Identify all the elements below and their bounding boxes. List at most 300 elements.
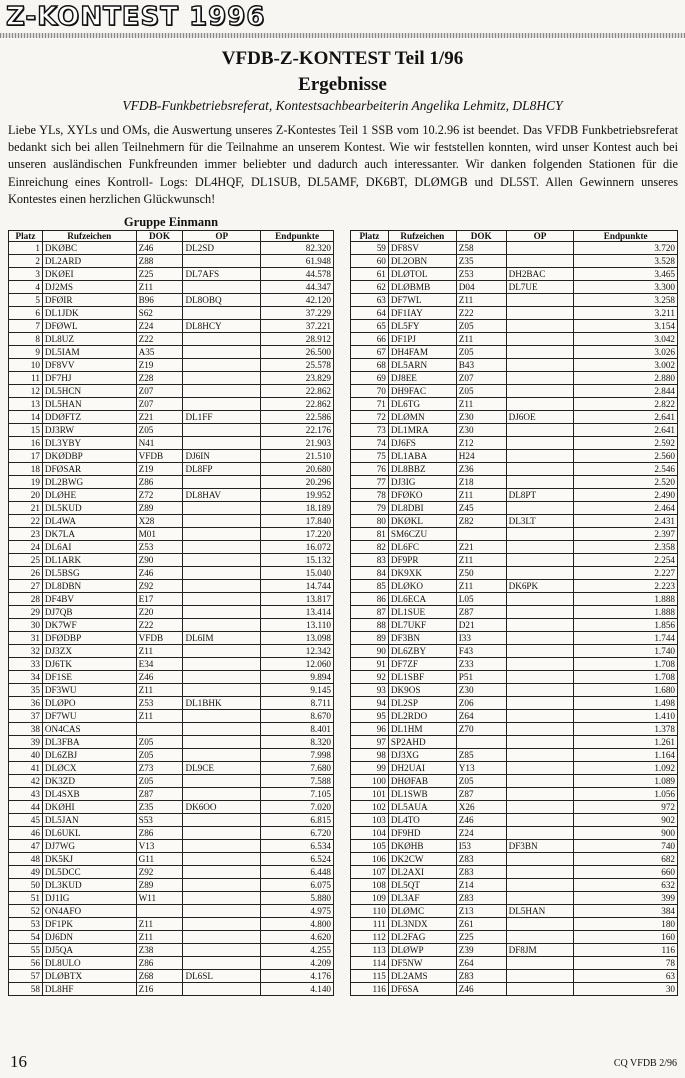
cell-platz: 3 <box>9 268 43 281</box>
cell-op <box>183 398 261 411</box>
cell-op <box>506 359 574 372</box>
cell-dok: Z11 <box>456 294 506 307</box>
cell-dok: X28 <box>136 515 183 528</box>
cell-endpunkte: 3.300 <box>574 281 678 294</box>
cell-endpunkte: 2.546 <box>574 463 678 476</box>
cell-op <box>506 255 574 268</box>
cell-dok: V13 <box>136 840 183 853</box>
cell-op <box>183 866 261 879</box>
cell-rufzeichen: DF1PK <box>42 918 136 931</box>
cell-op <box>183 372 261 385</box>
table-row <box>351 372 678 385</box>
table-row <box>351 619 678 632</box>
cell-platz: 95 <box>351 710 389 723</box>
cell-endpunkte: 2.490 <box>574 489 678 502</box>
cell-endpunkte: 1.498 <box>574 697 678 710</box>
cell-platz: 39 <box>9 736 43 749</box>
cell-endpunkte: 20.680 <box>261 463 334 476</box>
cell-platz: 9 <box>9 346 43 359</box>
cell-platz: 108 <box>351 879 389 892</box>
table-row <box>9 918 334 931</box>
cell-platz: 76 <box>351 463 389 476</box>
cell-dok: E34 <box>136 658 183 671</box>
cell-platz: 109 <box>351 892 389 905</box>
table-row <box>9 632 334 645</box>
table-row <box>9 944 334 957</box>
cell-platz: 19 <box>9 476 43 489</box>
cell-rufzeichen: SP2AHD <box>388 736 456 749</box>
cell-dok: Z72 <box>136 489 183 502</box>
article-subtitle: Ergebnisse <box>298 74 387 95</box>
cell-platz: 4 <box>9 281 43 294</box>
table-row <box>9 268 334 281</box>
table-row <box>9 957 334 970</box>
cell-endpunkte: 1.708 <box>574 671 678 684</box>
cell-platz: 50 <box>9 879 43 892</box>
cell-op <box>183 333 261 346</box>
cell-op <box>506 385 574 398</box>
table-header-row <box>351 231 678 242</box>
cell-platz: 107 <box>351 866 389 879</box>
cell-rufzeichen: DL5HAN <box>42 398 136 411</box>
cell-rufzeichen: DJ7QB <box>42 606 136 619</box>
cell-rufzeichen: DL2OBN <box>388 255 456 268</box>
cell-endpunkte: 23.829 <box>261 372 334 385</box>
cell-rufzeichen: DL2AMS <box>388 970 456 983</box>
cell-op: DL7UE <box>506 281 574 294</box>
cell-rufzeichen: DF5NW <box>388 957 456 970</box>
cell-op <box>183 905 261 918</box>
cell-op <box>506 814 574 827</box>
cell-platz: 17 <box>9 450 43 463</box>
cell-op <box>506 658 574 671</box>
cell-op <box>183 736 261 749</box>
cell-op <box>506 957 574 970</box>
cell-rufzeichen: DK7LA <box>42 528 136 541</box>
cell-dok: Z11 <box>136 684 183 697</box>
cell-endpunkte: 6.448 <box>261 866 334 879</box>
cell-endpunkte: 8.670 <box>261 710 334 723</box>
cell-rufzeichen: DH9FAC <box>388 385 456 398</box>
cell-endpunkte: 15.040 <box>261 567 334 580</box>
cell-dok: VFDB <box>136 632 183 645</box>
cell-platz: 98 <box>351 749 389 762</box>
cell-dok: Z19 <box>136 359 183 372</box>
table-row <box>351 502 678 515</box>
cell-endpunkte: 2.227 <box>574 567 678 580</box>
cell-rufzeichen: DK7WF <box>42 619 136 632</box>
cell-platz: 96 <box>351 723 389 736</box>
cell-rufzeichen: DJ2MS <box>42 281 136 294</box>
header-op: OP <box>506 231 574 242</box>
cell-platz: 30 <box>9 619 43 632</box>
cell-dok: L05 <box>456 593 506 606</box>
cell-op: DJ6IN <box>183 450 261 463</box>
cell-rufzeichen: DL5BSG <box>42 567 136 580</box>
table-row <box>9 554 334 567</box>
cell-op <box>506 593 574 606</box>
cell-rufzeichen: DL3NDX <box>388 918 456 931</box>
cell-dok: Z58 <box>456 242 506 255</box>
cell-op <box>183 840 261 853</box>
cell-rufzeichen: DL1SWB <box>388 788 456 801</box>
cell-endpunkte: 6.524 <box>261 853 334 866</box>
cell-rufzeichen: DL8HF <box>42 983 136 996</box>
cell-dok: Z86 <box>136 476 183 489</box>
cell-op <box>183 554 261 567</box>
cell-rufzeichen: DH4FAM <box>388 346 456 359</box>
cell-op <box>506 866 574 879</box>
cell-endpunkte: 2.592 <box>574 437 678 450</box>
cell-platz: 16 <box>9 437 43 450</box>
table-row <box>9 736 334 749</box>
cell-platz: 59 <box>351 242 389 255</box>
cell-endpunkte: 2.844 <box>574 385 678 398</box>
cell-platz: 57 <box>9 970 43 983</box>
cell-dok: Z82 <box>456 515 506 528</box>
cell-endpunkte: 63 <box>574 970 678 983</box>
cell-rufzeichen: DL4TO <box>388 814 456 827</box>
cell-dok: Z92 <box>136 866 183 879</box>
cell-endpunkte: 160 <box>574 931 678 944</box>
table-row <box>351 398 678 411</box>
cell-dok <box>136 905 183 918</box>
cell-rufzeichen: DF7HJ <box>42 372 136 385</box>
cell-dok: Z19 <box>136 463 183 476</box>
cell-platz: 94 <box>351 697 389 710</box>
cell-endpunkte: 1.164 <box>574 749 678 762</box>
cell-platz: 70 <box>351 385 389 398</box>
cell-endpunkte: 25.578 <box>261 359 334 372</box>
cell-rufzeichen: DJ3RW <box>42 424 136 437</box>
cell-platz: 106 <box>351 853 389 866</box>
cell-platz: 104 <box>351 827 389 840</box>
cell-op: DH2BAC <box>506 268 574 281</box>
cell-platz: 21 <box>9 502 43 515</box>
cell-rufzeichen: DL8ULO <box>42 957 136 970</box>
cell-endpunkte: 6.815 <box>261 814 334 827</box>
cell-endpunkte: 1.092 <box>574 762 678 775</box>
cell-dok: P51 <box>456 671 506 684</box>
results-table-left <box>8 230 334 996</box>
cell-op <box>183 502 261 515</box>
cell-op <box>183 281 261 294</box>
table-row <box>351 580 678 593</box>
table-row <box>9 723 334 736</box>
cell-endpunkte: 1.680 <box>574 684 678 697</box>
cell-op <box>183 749 261 762</box>
cell-dok: Z86 <box>136 957 183 970</box>
cell-dok: B43 <box>456 359 506 372</box>
table-row <box>9 671 334 684</box>
table-row <box>351 853 678 866</box>
cell-op <box>183 424 261 437</box>
cell-platz: 92 <box>351 671 389 684</box>
table-row <box>9 931 334 944</box>
cell-platz: 43 <box>9 788 43 801</box>
cell-dok: Z22 <box>456 307 506 320</box>
cell-endpunkte: 13.110 <box>261 619 334 632</box>
page-number: 16 <box>10 1052 27 1071</box>
table-row <box>9 970 334 983</box>
table-row <box>351 346 678 359</box>
cell-rufzeichen: DFØSAR <box>42 463 136 476</box>
cell-dok: Z83 <box>456 892 506 905</box>
cell-endpunkte: 44.578 <box>261 268 334 281</box>
cell-platz: 11 <box>9 372 43 385</box>
cell-rufzeichen: DFØDBP <box>42 632 136 645</box>
table-row <box>9 281 334 294</box>
cell-dok: Z73 <box>136 762 183 775</box>
cell-op <box>183 567 261 580</box>
cell-op <box>183 723 261 736</box>
cell-rufzeichen: DL6TG <box>388 398 456 411</box>
cell-op <box>183 346 261 359</box>
cell-rufzeichen: DL1ABA <box>388 450 456 463</box>
cell-op <box>506 307 574 320</box>
cell-rufzeichen: DKØDBP <box>42 450 136 463</box>
cell-op <box>506 567 574 580</box>
cell-platz: 26 <box>9 567 43 580</box>
cell-dok: Z88 <box>136 255 183 268</box>
header-platz: Platz <box>9 231 43 242</box>
cell-platz: 79 <box>351 502 389 515</box>
cell-op <box>506 697 574 710</box>
cell-op <box>183 255 261 268</box>
cell-platz: 41 <box>9 762 43 775</box>
cell-op <box>506 775 574 788</box>
cell-endpunkte: 1.744 <box>574 632 678 645</box>
cell-op <box>183 879 261 892</box>
table-row <box>351 736 678 749</box>
cell-op: DL7AFS <box>183 268 261 281</box>
table-row <box>9 411 334 424</box>
cell-endpunkte: 13.098 <box>261 632 334 645</box>
cell-platz: 15 <box>9 424 43 437</box>
table-row <box>9 450 334 463</box>
cell-endpunkte: 8.401 <box>261 723 334 736</box>
table-row <box>351 359 678 372</box>
cell-platz: 60 <box>351 255 389 268</box>
cell-endpunkte: 2.464 <box>574 502 678 515</box>
cell-platz: 46 <box>9 827 43 840</box>
cell-platz: 62 <box>351 281 389 294</box>
table-row <box>351 710 678 723</box>
cell-rufzeichen: DJ3IG <box>388 476 456 489</box>
table-row <box>351 320 678 333</box>
table-row <box>351 723 678 736</box>
table-row <box>9 502 334 515</box>
cell-platz: 67 <box>351 346 389 359</box>
cell-platz: 23 <box>9 528 43 541</box>
cell-endpunkte: 2.397 <box>574 528 678 541</box>
cell-op <box>506 437 574 450</box>
cell-endpunkte: 5.880 <box>261 892 334 905</box>
cell-dok: Z12 <box>456 437 506 450</box>
cell-rufzeichen: DLØTOL <box>388 268 456 281</box>
table-row <box>351 983 678 996</box>
cell-platz: 73 <box>351 424 389 437</box>
cell-endpunkte: 7.105 <box>261 788 334 801</box>
cell-platz: 69 <box>351 372 389 385</box>
cell-endpunkte: 1.089 <box>574 775 678 788</box>
header-endpunkte: Endpunkte <box>574 231 678 242</box>
table-row <box>9 697 334 710</box>
cell-platz: 91 <box>351 658 389 671</box>
table-row <box>9 242 334 255</box>
table-row <box>9 515 334 528</box>
cell-dok: Z07 <box>136 398 183 411</box>
article-byline: VFDB-Funkbetriebsreferat, Kontestsachbearbeiterin Angelika Lehmitz, DL8HCY <box>122 98 563 113</box>
cell-endpunkte: 12.060 <box>261 658 334 671</box>
cell-platz: 63 <box>351 294 389 307</box>
cell-endpunkte: 37.229 <box>261 307 334 320</box>
table-row <box>351 918 678 931</box>
table-row <box>9 346 334 359</box>
cell-platz: 47 <box>9 840 43 853</box>
cell-rufzeichen: DDØFTZ <box>42 411 136 424</box>
cell-op <box>506 749 574 762</box>
cell-op: DL6SL <box>183 970 261 983</box>
cell-endpunkte: 384 <box>574 905 678 918</box>
cell-endpunkte: 3.465 <box>574 268 678 281</box>
cell-rufzeichen: DL5KUD <box>42 502 136 515</box>
header-dok: DOK <box>136 231 183 242</box>
cell-dok: Z90 <box>136 554 183 567</box>
cell-op <box>183 476 261 489</box>
cell-dok: Z05 <box>456 346 506 359</box>
table-row <box>9 489 334 502</box>
cell-op <box>183 437 261 450</box>
cell-op <box>183 606 261 619</box>
cell-rufzeichen: DF7WU <box>42 710 136 723</box>
cell-dok: Z92 <box>136 580 183 593</box>
cell-dok: Z25 <box>136 268 183 281</box>
cell-op <box>506 619 574 632</box>
table-row <box>351 437 678 450</box>
table-row <box>351 255 678 268</box>
cell-op <box>183 788 261 801</box>
cell-op <box>183 775 261 788</box>
table-row <box>351 463 678 476</box>
cell-endpunkte: 7.680 <box>261 762 334 775</box>
table-row <box>9 749 334 762</box>
cell-rufzeichen: DLØKO <box>388 580 456 593</box>
cell-endpunkte: 4.140 <box>261 983 334 996</box>
cell-op: DL8HAV <box>183 489 261 502</box>
cell-op <box>506 762 574 775</box>
cell-platz: 33 <box>9 658 43 671</box>
cell-op <box>506 320 574 333</box>
cell-endpunkte: 2.560 <box>574 450 678 463</box>
cell-rufzeichen: DF7WL <box>388 294 456 307</box>
cell-op <box>183 528 261 541</box>
cell-dok <box>456 528 506 541</box>
cell-endpunkte: 2.822 <box>574 398 678 411</box>
cell-endpunkte: 28.912 <box>261 333 334 346</box>
cell-op <box>506 333 574 346</box>
cell-dok: Z46 <box>136 671 183 684</box>
cell-platz: 44 <box>9 801 43 814</box>
cell-dok: Z35 <box>136 801 183 814</box>
cell-platz: 24 <box>9 541 43 554</box>
cell-endpunkte: 2.880 <box>574 372 678 385</box>
cell-op <box>506 892 574 905</box>
cell-op: DL2SD <box>183 242 261 255</box>
cell-dok: Z89 <box>136 502 183 515</box>
cell-dok: A35 <box>136 346 183 359</box>
cell-dok: Z46 <box>136 567 183 580</box>
cell-platz: 13 <box>9 398 43 411</box>
cell-endpunkte: 3.211 <box>574 307 678 320</box>
header-platz: Platz <box>351 231 389 242</box>
cell-op <box>506 671 574 684</box>
cell-platz: 102 <box>351 801 389 814</box>
cell-op <box>506 606 574 619</box>
cell-rufzeichen: DJ3ZX <box>42 645 136 658</box>
cell-op <box>506 372 574 385</box>
cell-rufzeichen: DK2CW <box>388 853 456 866</box>
cell-endpunkte: 6.075 <box>261 879 334 892</box>
cell-endpunkte: 900 <box>574 827 678 840</box>
table-row <box>351 489 678 502</box>
cell-rufzeichen: DL2BWG <box>42 476 136 489</box>
cell-endpunkte: 1.056 <box>574 788 678 801</box>
cell-dok: Z53 <box>136 541 183 554</box>
cell-op: DL1FF <box>183 411 261 424</box>
cell-endpunkte: 21.903 <box>261 437 334 450</box>
cell-op <box>506 853 574 866</box>
cell-rufzeichen: DKØEI <box>42 268 136 281</box>
cell-op <box>183 541 261 554</box>
cell-platz: 114 <box>351 957 389 970</box>
cell-dok: Z11 <box>456 489 506 502</box>
cell-endpunkte: 3.042 <box>574 333 678 346</box>
cell-rufzeichen: DL4WA <box>42 515 136 528</box>
cell-dok: Z61 <box>456 918 506 931</box>
cell-platz: 31 <box>9 632 43 645</box>
table-row <box>9 762 334 775</box>
cell-platz: 83 <box>351 554 389 567</box>
cell-rufzeichen: DJ5QA <box>42 944 136 957</box>
cell-endpunkte: 7.020 <box>261 801 334 814</box>
table-row <box>9 333 334 346</box>
cell-dok: Z05 <box>136 749 183 762</box>
cell-rufzeichen: DJ1IG <box>42 892 136 905</box>
cell-rufzeichen: DJ6TK <box>42 658 136 671</box>
cell-rufzeichen: DL6UKL <box>42 827 136 840</box>
cell-endpunkte: 7.588 <box>261 775 334 788</box>
cell-dok: Z14 <box>456 879 506 892</box>
group-title: Gruppe Einmann <box>123 215 219 229</box>
cell-platz: 81 <box>351 528 389 541</box>
cell-platz: 77 <box>351 476 389 489</box>
cell-platz: 6 <box>9 307 43 320</box>
table-row <box>9 814 334 827</box>
cell-endpunkte: 4.620 <box>261 931 334 944</box>
cell-dok: N41 <box>136 437 183 450</box>
cell-op <box>183 671 261 684</box>
cell-dok: Z46 <box>456 814 506 827</box>
cell-op <box>183 944 261 957</box>
table-row <box>9 437 334 450</box>
cell-rufzeichen: DF3WU <box>42 684 136 697</box>
cell-op <box>506 528 574 541</box>
cell-endpunkte: 2.358 <box>574 541 678 554</box>
cell-endpunkte: 61.948 <box>261 255 334 268</box>
cell-platz: 40 <box>9 749 43 762</box>
cell-dok: E17 <box>136 593 183 606</box>
